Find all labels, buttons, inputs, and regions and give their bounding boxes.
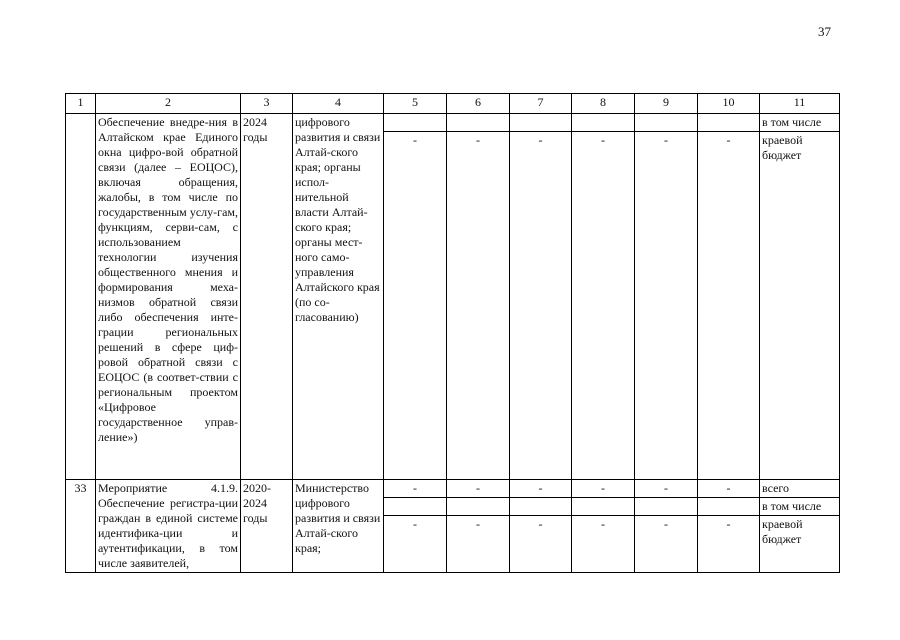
header-cell: 10: [698, 94, 760, 114]
value-cell: [384, 498, 447, 516]
funding-source-cell: всего: [760, 480, 840, 498]
value-cell: -: [510, 516, 572, 573]
table-row: [66, 114, 840, 132]
header-cell: 1: [66, 94, 96, 114]
funding-source-cell: в том числе: [760, 114, 840, 132]
value-cell: -: [447, 132, 510, 480]
value-cell: [572, 114, 635, 132]
activity-period: 2020-2024 годы: [241, 480, 293, 573]
value-cell: -: [510, 132, 572, 480]
value-cell: -: [572, 480, 635, 498]
header-cell: 3: [241, 94, 293, 114]
header-cell: 11: [760, 94, 840, 114]
header-cell: 6: [447, 94, 510, 114]
header-cell: 5: [384, 94, 447, 114]
value-cell: -: [447, 480, 510, 498]
value-cell: -: [635, 480, 698, 498]
header-cell: 8: [572, 94, 635, 114]
header-cell: 4: [293, 94, 384, 114]
value-cell: -: [698, 480, 760, 498]
value-cell: -: [698, 516, 760, 573]
value-cell: -: [447, 516, 510, 573]
value-cell: [384, 114, 447, 132]
funding-source-cell: в том числе: [760, 498, 840, 516]
value-cell: [698, 498, 760, 516]
value-cell: [572, 498, 635, 516]
activity-executors: цифрового развития и связи Алтай-ского края; органы испол-нительной власти Алтай-ского края; органы мест-ного само-управления Алтайского края (по со-гласованию): [293, 114, 384, 480]
table-row: [66, 480, 840, 498]
value-cell: -: [572, 132, 635, 480]
header-cell: 9: [635, 94, 698, 114]
activity-period: 2024 годы: [241, 114, 293, 480]
value-cell: -: [635, 132, 698, 480]
value-cell: -: [384, 132, 447, 480]
row-number-cell: [66, 114, 96, 480]
value-cell: -: [384, 516, 447, 573]
value-cell: -: [635, 516, 698, 573]
value-cell: -: [572, 516, 635, 573]
value-cell: [698, 114, 760, 132]
value-cell: [635, 498, 698, 516]
value-cell: [447, 114, 510, 132]
header-row: [66, 94, 840, 114]
value-cell: -: [510, 480, 572, 498]
value-cell: [635, 114, 698, 132]
activity-description: Обеспечение внедре-ния в Алтайском крае Единого окна цифро-вой обратной связи (далее – ЕОЦОС), включая обращения, жалобы, в том числе по государственным услу-гам, функциям, серви-сам, с использованием технологии изучения общественного мнения и формирования меха-низмов обратной связи либо обеспечения инте-грации региональных решений в сфере циф-ровой обратной связи с ЕОЦОС (в соответ-ствии с региональным проектом «Цифровое государственное управ-ление»): [96, 114, 241, 480]
funding-source-cell: краевой бюджет: [760, 132, 840, 480]
funding-source-cell: краевой бюджет: [760, 516, 840, 573]
value-cell: -: [698, 132, 760, 480]
page-number: 37: [818, 24, 831, 39]
value-cell: [447, 498, 510, 516]
value-cell: -: [384, 480, 447, 498]
activities-table: [65, 93, 840, 573]
header-cell: 7: [510, 94, 572, 114]
header-cell: 2: [96, 94, 241, 114]
activity-executors: Министерство цифрового развития и связи Алтай-ского края;: [293, 480, 384, 573]
row-number-cell: 33: [66, 480, 96, 573]
value-cell: [510, 114, 572, 132]
activity-description: Мероприятие 4.1.9. Обеспечение регистра-ции граждан в единой системе идентифика-ции и аутентификации, в том числе заявителей,: [96, 480, 241, 573]
value-cell: [510, 498, 572, 516]
